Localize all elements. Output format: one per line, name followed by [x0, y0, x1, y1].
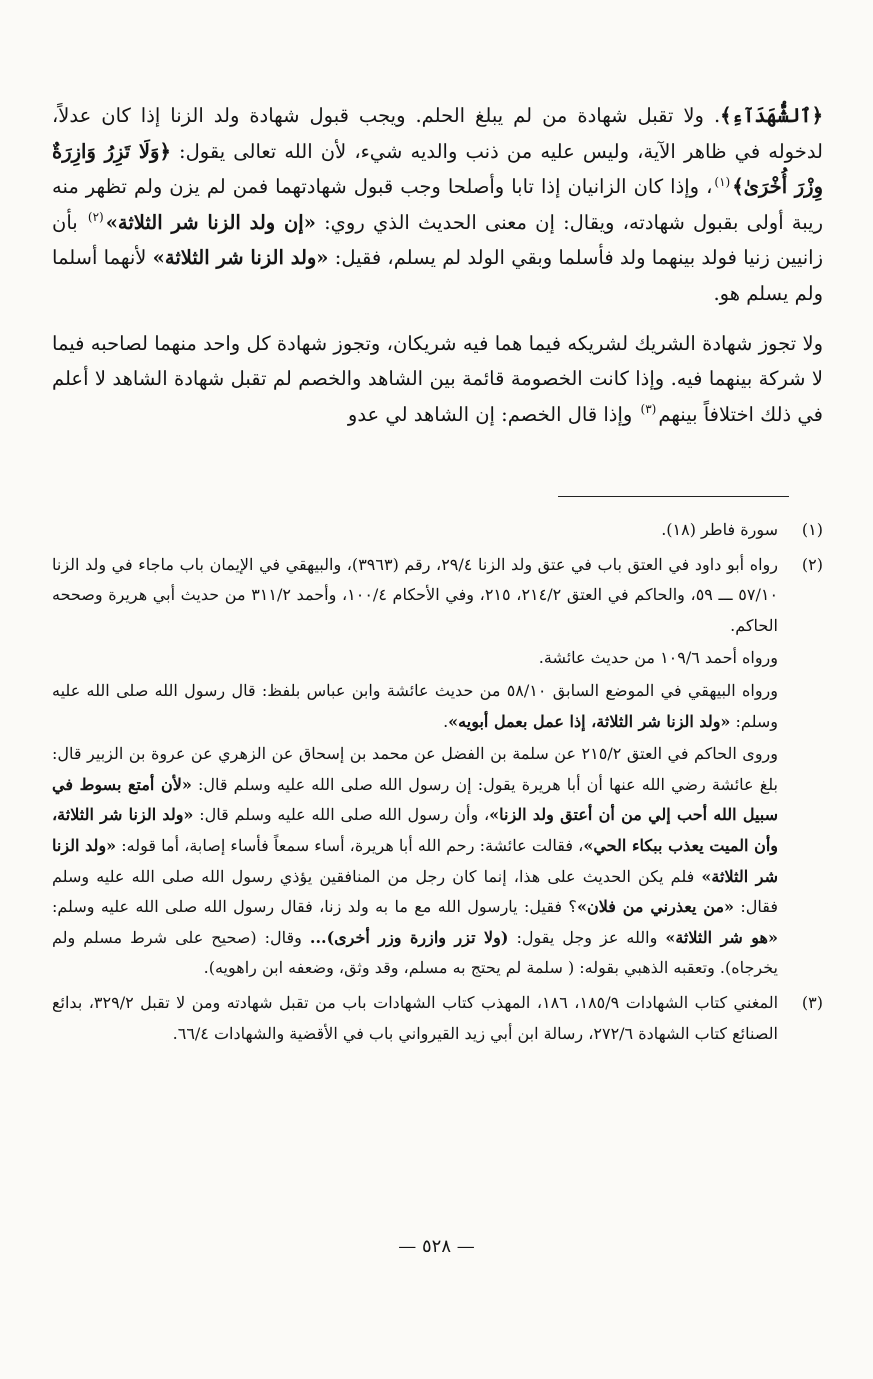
footnote-body: [52, 550, 778, 984]
footnote-paragraph: [52, 988, 778, 1049]
text-run: لأنهما أسلما ولم يسلم هو.: [52, 246, 823, 305]
text-run: سورة فاطر (١٨).: [661, 520, 778, 539]
hadith-quote: «إن ولد الزنا شر الثلاثة»: [105, 210, 316, 234]
footnote-number: (٢): [801, 554, 823, 574]
bold-quote: «ولد الزنا شر الثلاثة»: [52, 835, 778, 886]
bold-quote: «ولد الزنا شر الثلاثة، إذا عمل بعمل أبويه»: [448, 711, 731, 731]
footnote-body: [52, 515, 778, 546]
footnote-ref: (٣): [640, 402, 657, 417]
paragraph-2: [52, 326, 823, 433]
footnote-paragraph: [52, 643, 778, 674]
text-run: ، وأن رسول الله صلى الله عليه وسلم قال:: [193, 805, 490, 825]
text-run: ، فقالت عائشة: رحم الله أبا هريرة، أساء سمعاً فأساء إصابة، أما قوله:: [116, 835, 584, 855]
text-run: . ولا تقبل شهادة من لم يبلغ الحلم. ويجب قبول شهادة ولد الزنا إذا كان عدلاً، لدخوله في ظاهر الآية، وليس عليه من ذنب والديه شيء، لأن الله تعالى يقول:: [52, 104, 823, 163]
hadith-quote: «ولد الزنا شر الثلاثة»: [152, 246, 329, 270]
footnotes: [52, 515, 823, 1049]
text-run: وإذا قال الخصم: إن الشاهد لي عدو: [347, 402, 639, 426]
footnote-3: [52, 988, 823, 1049]
bold-quote: «من يعذرني من فلان»: [576, 897, 735, 917]
text-run: .: [443, 711, 449, 731]
text-run: ، وإذا كان الزانيان إذا تابا وأصلحا وجب قبول شهادتهما فمن لم يزن ولم تظهر منه ريبة أولى بقبول شهادته، ويقال: إن معنى الحديث الذي روي:: [52, 175, 823, 234]
bold-quote: «لأن أمتع بسوط في سبيل الله أحب إلي من أن أعتق ولد الزنا»: [52, 774, 779, 825]
quran-quote: ﴿ٱلشُّهَدَآءِ﴾: [720, 104, 823, 127]
text-run: ولا تجوز شهادة الشريك لشريكه فيما هما فيه شريكان، وتجوز شهادة كل واحد منهما لصاحبه فيما لا شركة بينهما فيه. وإذا كانت الخصومة قائمة بين الشاهد والخصم لم تقبل شهادة الشاهد لا أعلم في ذلك اختلافاً بينهم: [52, 331, 823, 426]
main-text: [52, 98, 823, 432]
text-run: ورواه أحمد ١٠٩/٦ من حديث عائشة.: [538, 648, 778, 668]
footnote-number: (١): [801, 520, 823, 539]
bold-quote: «هو شر الثلاثة»: [665, 927, 778, 947]
footnote-paragraph: [52, 550, 778, 642]
text-run: فلم يكن الحديث على هذا، إنما كان رجل من المنافقين يؤذي رسول الله صلى الله عليه وسلم فقال:: [52, 866, 779, 917]
text-run: رواه أبو داود في العتق باب في عتق ولد الزنا ٢٩/٤، رقم (٣٩٦٣)، والبيهقي في الإيمان باب ماجاء في ولد الزنا ٥٧/١٠ ـــ ٥٩، والحاكم في العتق ٢١٤/٢، ٢١٥، وفي الأحكام ١٠٠/٤، وأحمد ٣١١/٢ من حديث أبي هريرة وصححه الحاكم.: [52, 554, 779, 635]
text-run: وروى الحاكم في العتق ٢١٥/٢ عن سلمة بن الفضل عن محمد بن إسحاق عن الزهري عن عروة بن الزبير قال: بلغ عائشة رضي الله عنها أن أبا هريرة يقول: إن رسول الله صلى الله عليه وسلم قال:: [52, 744, 779, 794]
footnote-2: [52, 550, 823, 984]
footnote-ref: (٢): [87, 210, 104, 225]
text-run: ؟ فقيل: يارسول الله مع ما به ولد زنا، فقال رسول الله صلى الله عليه وسلم:: [52, 897, 577, 917]
footnote-paragraph: [52, 515, 778, 546]
footnote-paragraph: [52, 676, 778, 737]
footnote-1: [52, 515, 823, 546]
footnote-ref: (١): [714, 174, 731, 189]
footnote-paragraph: [52, 739, 778, 984]
text-run: ورواه البيهقي في الموضع السابق ٥٨/١٠ من حديث عائشة وابن عباس بلفظ: قال رسول الله صلى الله عليه وسلم:: [52, 680, 779, 731]
bold-quote: (ولا تزر وازرة وزر أخرى)...: [309, 927, 509, 947]
text-run: والله عز وجل يقول:: [508, 927, 666, 947]
footnote-separator: [558, 496, 789, 497]
text-run: المغني كتاب الشهادات ١٨٥/٩، ١٨٦، المهذب كتاب الشهادات باب من تقبل شهادته ومن لا تقبل ٣٢٩/٢، بدائع الصنائع كتاب الشهادة ٢٧٢/٦، رسالة ابن أبي زيد القيرواني باب في الأقضية والشهادات ٦٦/٤.: [52, 992, 779, 1043]
text-run: بأن زانيين زنيا فولد بينهما ولد فأسلما وبقي الولد لم يسلم، فقيل:: [52, 210, 824, 270]
footnote-body: [52, 988, 778, 1049]
page-number: — ٥٢٨ —: [398, 1236, 475, 1257]
footnote-number: (٣): [801, 992, 823, 1012]
text-run: وقال: (صحيح على شرط مسلم ولم يخرجاه). وتعقبه الذهبي بقوله: ( سلمة لم يحتج به مسلم، وقد وثق، وضعفه ابن راهويه).: [52, 927, 778, 978]
quran-quote: ﴿وَلَا تَزِرُ وَازِرَةٌ وِزْرَ أُخْرَىٰ﴾: [52, 139, 823, 199]
bold-quote: «ولد الزنا شر الثلاثة، وأن الميت يعذب ببكاء الحي»: [52, 805, 778, 855]
paragraph-1: [52, 98, 823, 312]
